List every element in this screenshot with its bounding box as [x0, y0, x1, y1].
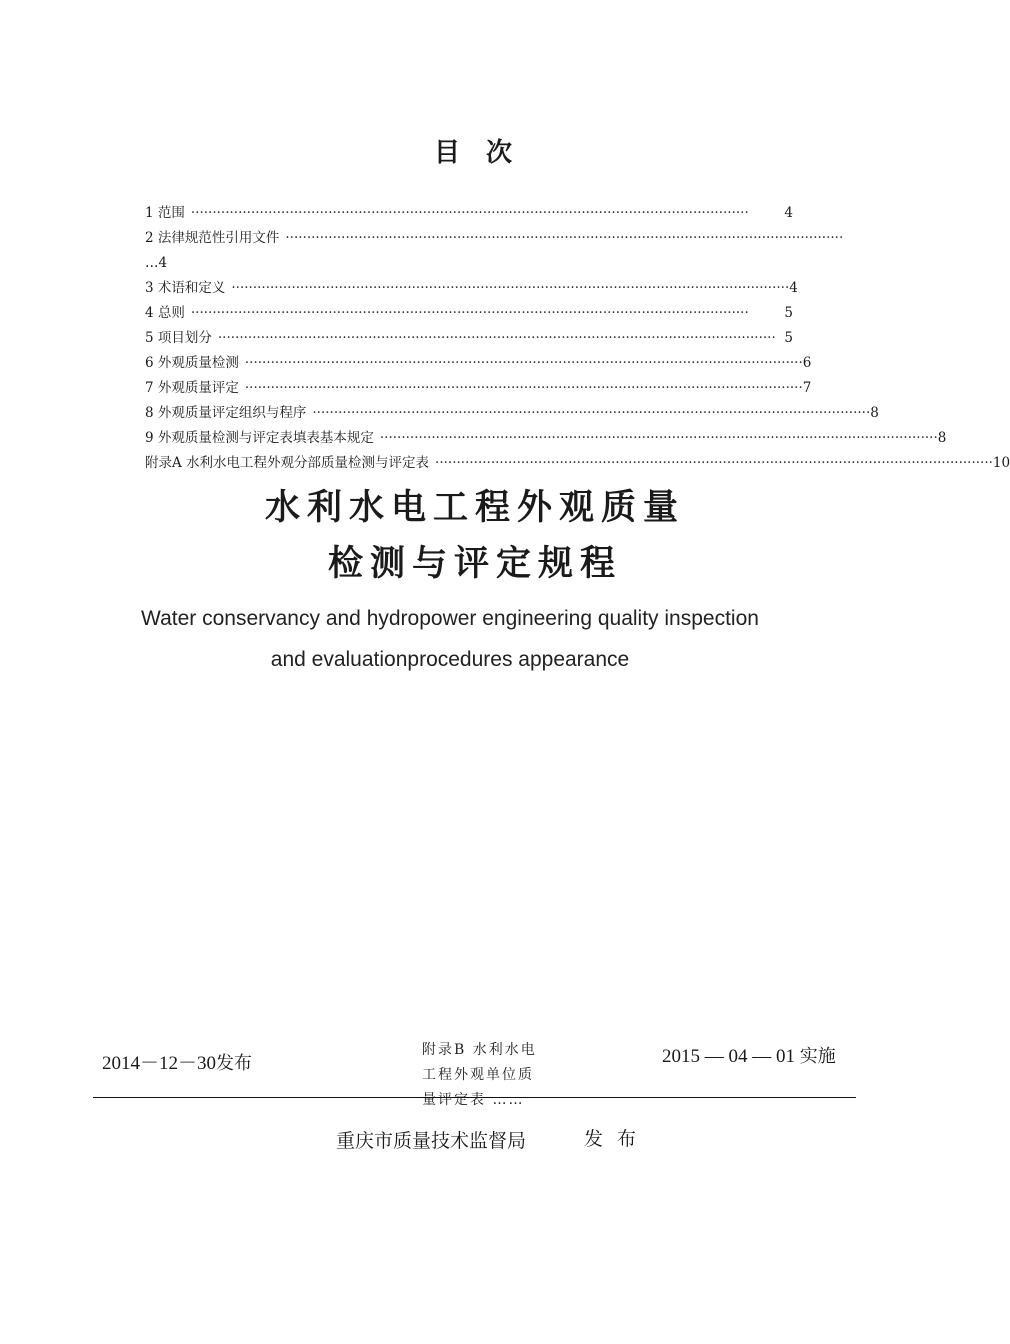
toc-entry-label: 7 外观质量评定	[145, 380, 239, 396]
toc-entry-page: 10	[992, 455, 1010, 471]
toc-heading-char-1: 目	[433, 138, 464, 168]
toc-entry[interactable]	[145, 428, 947, 448]
toc-dot-leader: ··································································································································	[285, 230, 844, 246]
toc-entry-label: 5 项目划分	[145, 330, 212, 346]
toc-entry-page: 8	[870, 405, 879, 421]
issuer-action: 发 布	[584, 1128, 641, 1150]
toc-dot-leader: ··································································································································	[244, 355, 803, 371]
toc-dot-leader: ··································································································································	[379, 430, 938, 446]
toc-entry-label: 4 总则	[145, 305, 185, 321]
publish-date-value: 2014－12－30	[102, 1053, 217, 1074]
overflow-toc-text	[422, 1038, 552, 1113]
english-title-line-2: and evaluationprocedures appearance	[270, 648, 630, 671]
toc-dot-leader: ··································································································································	[312, 405, 871, 421]
toc-entry-page: 4	[784, 205, 793, 221]
overflow-toc-line: 附录B 水利水电	[422, 1042, 537, 1058]
toc-entry-label: 3 术语和定义	[145, 280, 226, 296]
main-title-line-1: 水利水电工程外观质量	[264, 488, 685, 528]
toc-entry-page: 5	[784, 330, 793, 346]
divider-line	[93, 1097, 856, 1098]
overflow-toc-line: 量评定表 ……	[422, 1092, 525, 1108]
toc-entry[interactable]	[145, 353, 812, 373]
toc-entry[interactable]	[145, 403, 879, 423]
toc-entry-page: 4	[789, 280, 798, 296]
toc-entry-page: 7	[802, 380, 812, 396]
main-title-line-2: 检测与评定规程	[327, 544, 622, 584]
toc-entry-page: 6	[802, 355, 812, 371]
toc-dot-leader: ··································································································································	[190, 305, 749, 321]
toc-dot-leader: ··································································································································	[217, 330, 776, 346]
toc-entry-label: 附录A 水利水电工程外观分部质量检测与评定表	[145, 455, 430, 471]
toc-entry-label: 2 法律规范性引用文件	[145, 230, 280, 246]
toc-heading	[0, 132, 950, 169]
toc-entry-continuation: …4	[145, 255, 168, 271]
toc-dot-leader: ··································································································································	[231, 280, 790, 296]
toc-dot-leader: ··································································································································	[244, 380, 803, 396]
toc-entry-label: 6 外观质量检测	[145, 355, 239, 371]
toc-entry[interactable]	[145, 278, 798, 298]
publish-date	[102, 1048, 252, 1075]
toc-entry-label: 9 外观质量检测与评定表填表基本规定	[145, 430, 374, 446]
toc-entry[interactable]	[145, 203, 793, 223]
effective-date-suffix: 实施	[799, 1046, 836, 1067]
toc-entry-page: 5	[784, 305, 793, 321]
effective-date	[662, 1042, 836, 1068]
toc-dot-leader: ··································································································································	[435, 455, 993, 471]
toc-entry[interactable]	[145, 328, 793, 348]
toc-dot-leader: ··································································································································	[190, 205, 749, 221]
toc-entry-label: 8 外观质量评定组织与程序	[145, 405, 307, 421]
publish-date-suffix: 发布	[216, 1053, 253, 1074]
toc-entry[interactable]	[145, 453, 1010, 473]
toc-heading-char-2: 次	[486, 138, 517, 168]
toc-entry-page: 8	[937, 430, 947, 446]
overflow-toc-line: 工程外观单位质	[422, 1067, 534, 1083]
toc-entry-label: 1 范围	[145, 205, 185, 221]
issuer-name: 重庆市质量技术监督局	[336, 1130, 527, 1152]
toc-entry[interactable]	[145, 228, 844, 248]
toc-entry[interactable]	[145, 303, 793, 323]
effective-date-value: 2015 — 04 — 01	[662, 1046, 795, 1067]
english-title-line-1: Water conservancy and hydropower engineering quality inspection	[141, 607, 759, 630]
toc-entry[interactable]	[145, 378, 812, 398]
